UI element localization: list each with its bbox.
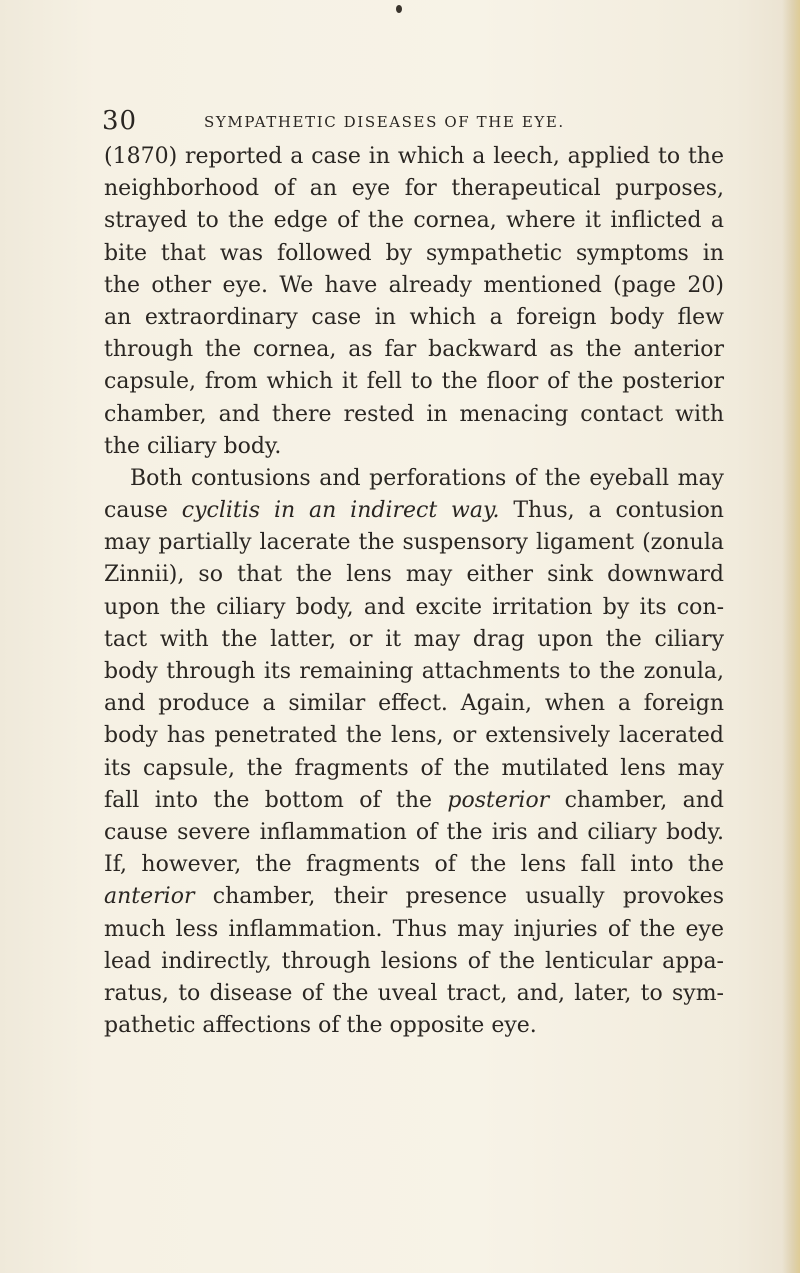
text-line: its capsule, the fragments of the mutilated lens may (104, 755, 724, 781)
text-line: chamber, and there rested in menacing contact with (104, 401, 724, 427)
body-text (104, 141, 724, 1042)
text-run: chamber, and (549, 787, 724, 813)
text-line: upon the ciliary body, and excite irritation by its con- (104, 594, 724, 620)
text-run: fall into the bottom of the (104, 787, 448, 813)
italic-word: posterior (447, 787, 550, 813)
text-line: cause severe inflammation of the iris and ciliary body. (104, 819, 724, 845)
text-line: (1870) reported a case in which a leech, applied to the (104, 144, 724, 169)
text-line: the other eye. We have already mentioned (page 20) (104, 272, 724, 298)
text-line: and produce a similar effect. Again, when a foreign (104, 691, 724, 717)
text-line (104, 495, 724, 527)
text-line: body has penetrated the lens, or extensively lacerated (104, 723, 724, 749)
text-line: much less inflammation. Thus may injuries of the eye (104, 916, 724, 942)
text-run: cause (104, 498, 182, 524)
text-line: Zinnii), so that the lens may either sink downward (104, 562, 724, 588)
text-line: tact with the latter, or it may drag upon the ciliary (104, 626, 724, 652)
text-line: through the cornea, as far backward as the anterior (104, 337, 724, 363)
text-line: body through its remaining attachments to the zonula, (104, 659, 724, 684)
text-line: may partially lacerate the suspensory ligament (zonula (104, 530, 724, 556)
running-head: SYMPATHETIC DISEASES OF THE EYE. (204, 113, 565, 131)
text-line: If, however, the fragments of the lens fall into the (104, 852, 724, 878)
text-line (104, 785, 724, 817)
page-edge-shadow (782, 0, 800, 1273)
ink-speck (396, 5, 402, 13)
italic-word: anterior (104, 884, 195, 910)
text-run: Thus, a contusion (499, 498, 724, 524)
text-line: ratus, to disease of the uveal tract, and, later, to sym- (104, 980, 724, 1006)
text-line: strayed to the edge of the cornea, where it inflicted a (104, 208, 724, 234)
text-line (104, 881, 724, 913)
italic-phrase: cyclitis in an indirect way. (181, 498, 500, 524)
page-header (102, 106, 722, 146)
text-line: bite that was followed by sympathetic symptoms in (104, 240, 724, 266)
text-line: neighborhood of an eye for therapeutical purposes, (104, 176, 724, 202)
text-line: an extraordinary case in which a foreign body flew (104, 304, 724, 330)
text-line: the ciliary body. (104, 433, 282, 459)
text-line: capsule, from which it fell to the floor of the posterior (104, 369, 724, 395)
text-line: pathetic affections of the opposite eye. (104, 1013, 537, 1039)
page-number: 30 (102, 106, 138, 136)
text-run: chamber, their presence usually provokes (194, 884, 724, 910)
text-line: Both contusions and perforations of the eyeball may (130, 465, 724, 491)
text-line: lead indirectly, through lesions of the lenticular appa- (104, 948, 724, 974)
